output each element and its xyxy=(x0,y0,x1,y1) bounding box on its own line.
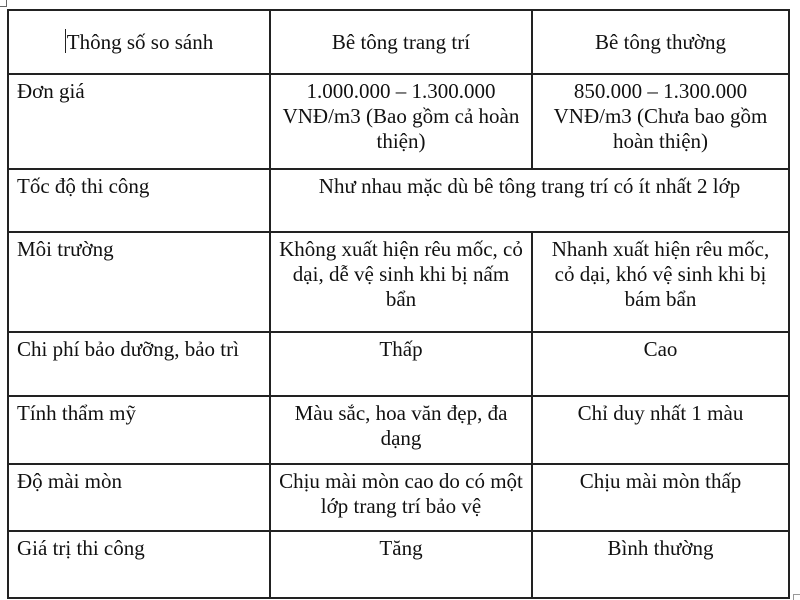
decorative-cell[interactable]: Chịu mài mòn cao do có một lớp trang trí bảo vệ xyxy=(270,464,532,531)
param-cell[interactable]: Tính thẩm mỹ xyxy=(8,396,270,464)
regular-cell[interactable]: Bình thường xyxy=(532,531,789,598)
table-row-price xyxy=(8,74,789,169)
param-cell[interactable]: Đơn giá xyxy=(8,74,270,169)
table-row-value xyxy=(8,531,789,598)
merged-cell[interactable]: Như nhau mặc dù bê tông trang trí có ít nhất 2 lớp xyxy=(270,169,789,232)
resize-handle-bottom-right[interactable] xyxy=(793,594,800,600)
decorative-cell[interactable]: Không xuất hiện rêu mốc, cỏ dại, dễ vệ sinh khi bị nấm bẩn xyxy=(270,232,532,332)
regular-cell[interactable]: Chịu mài mòn thấp xyxy=(532,464,789,531)
decorative-cell[interactable]: 1.000.000 – 1.300.000 VNĐ/m3 (Bao gồm cả hoàn thiện) xyxy=(270,74,532,169)
table-row-abrasion xyxy=(8,464,789,531)
header-cell-regular[interactable]: Bê tông thường xyxy=(532,10,789,74)
decorative-cell[interactable]: Màu sắc, hoa văn đẹp, đa dạng xyxy=(270,396,532,464)
table-row-speed xyxy=(8,169,789,232)
regular-cell[interactable]: Chỉ duy nhất 1 màu xyxy=(532,396,789,464)
param-cell[interactable]: Môi trường xyxy=(8,232,270,332)
header-cell-decorative[interactable]: Bê tông trang trí xyxy=(270,10,532,74)
regular-cell[interactable]: Nhanh xuất hiện rêu mốc, cỏ dại, khó vệ sinh khi bị bám bẩn xyxy=(532,232,789,332)
regular-cell[interactable]: 850.000 – 1.300.000 VNĐ/m3 (Chưa bao gồm hoàn thiện) xyxy=(532,74,789,169)
table-row-aesthetics xyxy=(8,396,789,464)
text-cursor xyxy=(65,29,66,53)
regular-cell[interactable]: Cao xyxy=(532,332,789,396)
header-label: Thông số so sánh xyxy=(66,30,214,54)
table-row-environment xyxy=(8,232,789,332)
param-cell[interactable]: Độ mài mòn xyxy=(8,464,270,531)
comparison-table xyxy=(7,9,790,599)
table-header-row xyxy=(8,10,789,74)
decorative-cell[interactable]: Thấp xyxy=(270,332,532,396)
decorative-cell[interactable]: Tăng xyxy=(270,531,532,598)
table-row-maintenance xyxy=(8,332,789,396)
param-cell[interactable]: Giá trị thi công xyxy=(8,531,270,598)
header-cell-parameter[interactable] xyxy=(8,10,270,74)
param-cell[interactable]: Tốc độ thi công xyxy=(8,169,270,232)
param-cell[interactable]: Chi phí bảo dưỡng, bảo trì xyxy=(8,332,270,396)
selection-handle-top-left[interactable] xyxy=(0,0,7,7)
